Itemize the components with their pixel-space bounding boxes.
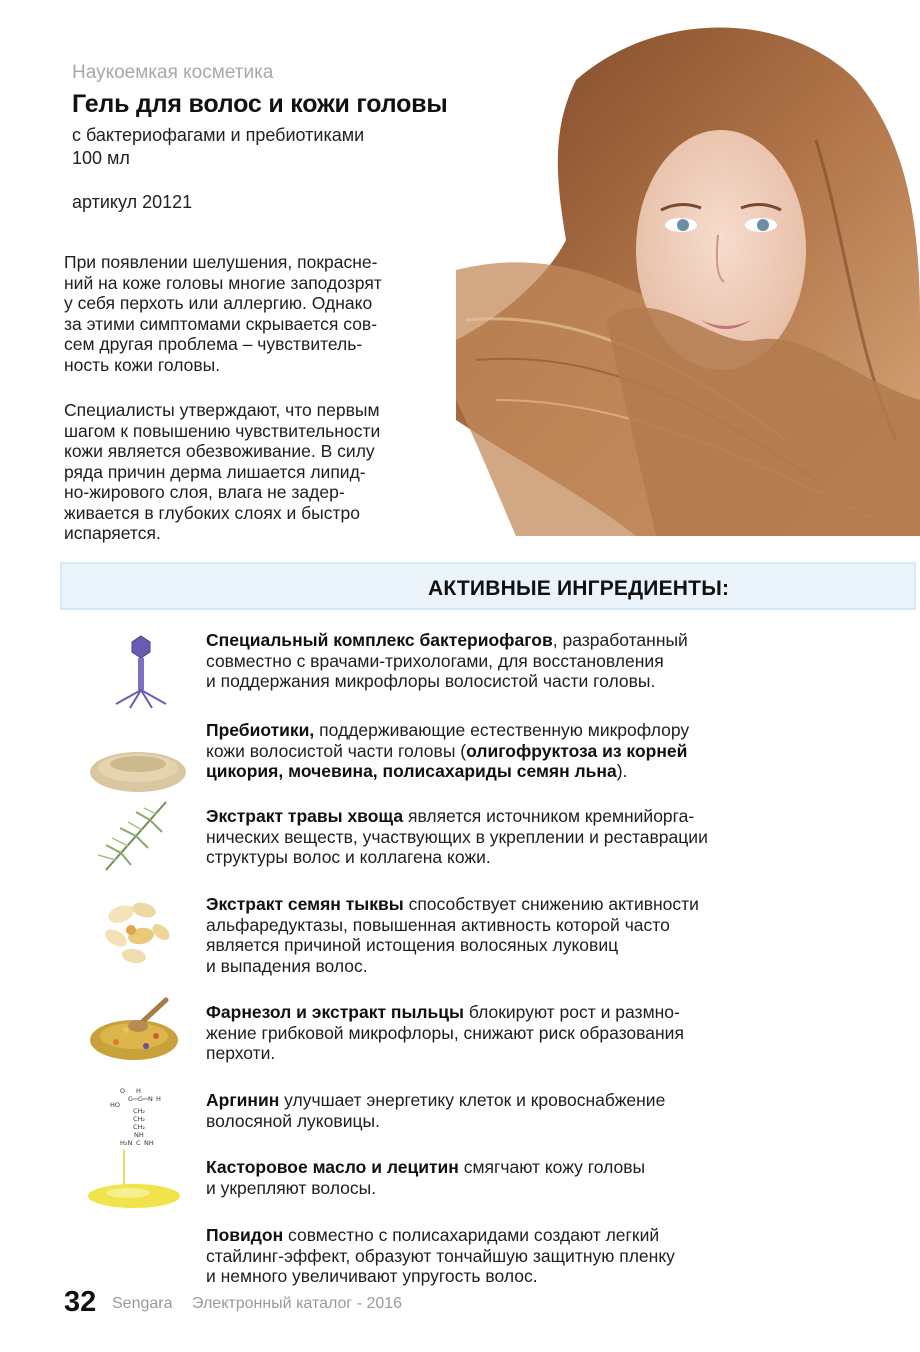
ingredient-line bbox=[206, 1111, 806, 1132]
ingredient-prebiotics bbox=[206, 720, 806, 782]
ingredient-description: и немного увеличивают упругость волос. bbox=[206, 1266, 538, 1286]
formula-atom: C bbox=[128, 1095, 133, 1103]
ingredient-line bbox=[206, 741, 806, 762]
ingredient-line bbox=[206, 1157, 806, 1178]
ingredient-description: структуры волос и коллагена кожи. bbox=[206, 847, 491, 867]
ingredient-line bbox=[206, 630, 806, 651]
ingredient-bacteriophages bbox=[206, 630, 806, 692]
text-line: шагом к повышению чувствительности bbox=[64, 420, 381, 441]
ingredient-pumpkin bbox=[206, 894, 806, 976]
formula-atom: C bbox=[136, 1139, 141, 1147]
formula-atom: H₂N bbox=[120, 1139, 133, 1147]
ingredient-line bbox=[206, 1002, 806, 1023]
ingredients-banner bbox=[60, 562, 916, 610]
ingredient-line bbox=[206, 806, 806, 827]
formula-atom: CH₂ bbox=[133, 1115, 146, 1123]
ingredient-description: является источником кремнийорга- bbox=[403, 806, 695, 826]
ingredient-castor-oil bbox=[206, 1157, 806, 1198]
ingredient-line bbox=[206, 956, 806, 977]
formula-atom: H bbox=[156, 1095, 161, 1103]
ingredient-line bbox=[206, 1225, 806, 1246]
ingredient-farnesol bbox=[206, 1002, 806, 1064]
ingredient-description: смягчают кожу головы bbox=[458, 1157, 646, 1177]
ingredient-description: и укрепляют волосы. bbox=[206, 1177, 377, 1198]
ingredient-line bbox=[206, 1178, 806, 1199]
formula-atom: HO bbox=[110, 1101, 121, 1109]
ingredient-name: Фарнезол и экстракт пыльцы bbox=[206, 1002, 464, 1022]
ingredient-description: альфаредуктазы, повышенная активность которой часто bbox=[206, 914, 670, 935]
ingredient-line bbox=[206, 1246, 806, 1267]
intro-paragraph-2 bbox=[64, 400, 444, 544]
prebiotic-powder-icon bbox=[86, 722, 196, 802]
ingredient-description: кожи волосистой части головы ( bbox=[206, 740, 467, 761]
pollen-icon bbox=[86, 990, 196, 1070]
ingredient-line bbox=[206, 1043, 806, 1064]
volume-text: 100 мл bbox=[72, 148, 130, 168]
ingredient-line bbox=[206, 651, 806, 672]
ingredient-name: олигофруктоза из корней bbox=[466, 740, 688, 761]
text-line: испаряется. bbox=[64, 523, 161, 543]
ingredient-line bbox=[206, 894, 806, 915]
ingredient-line bbox=[206, 720, 806, 741]
article-number: артикул 20121 bbox=[72, 192, 193, 212]
subtitle-text: с бактериофагами и пребиотиками bbox=[72, 125, 365, 145]
ingredient-line bbox=[206, 847, 806, 868]
model-photo bbox=[456, 20, 920, 536]
text-line: у себя перхоть или аллергию. Однако bbox=[64, 293, 373, 313]
ingredient-line bbox=[206, 827, 806, 848]
ingredient-name: Пребиотики, bbox=[206, 720, 315, 740]
ingredient-description: жение грибковой микрофлоры, снижают риск образования bbox=[206, 1022, 684, 1043]
text-line: живается в глубоких слоях и быстро bbox=[64, 502, 360, 523]
ingredient-line bbox=[206, 915, 806, 936]
ingredient-description: перхоти. bbox=[206, 1043, 276, 1063]
ingredient-arginine bbox=[206, 1090, 806, 1131]
ingredient-description: улучшает энергетику клеток и кровоснабжение bbox=[279, 1090, 666, 1110]
category-label: Наукоемкая косметика bbox=[72, 62, 274, 83]
formula-atom: CH₂ bbox=[133, 1107, 146, 1115]
formula-atom: H bbox=[136, 1087, 141, 1095]
ingredient-description: и поддержания микрофлоры волосистой части головы. bbox=[206, 671, 656, 691]
ingredient-description: и выпадения волос. bbox=[206, 955, 368, 976]
ingredient-description: способствует снижению активности bbox=[403, 894, 699, 914]
intro-paragraph-1 bbox=[64, 252, 444, 375]
text-line: кожи является обезвоживание. В силу bbox=[64, 441, 375, 461]
product-subtitle bbox=[72, 124, 364, 170]
ingredient-line bbox=[206, 935, 806, 956]
ingredient-line bbox=[206, 671, 806, 692]
ingredient-description: совместно с полисахаридами создают легкий bbox=[283, 1225, 660, 1245]
formula-atom: O bbox=[120, 1087, 126, 1095]
ingredient-name: Специальный комплекс бактериофагов bbox=[206, 630, 553, 650]
catalog-name: Электронный каталог - 2016 bbox=[192, 1295, 403, 1312]
ingredient-description: нических веществ, участвующих в укреплении и реставрации bbox=[206, 826, 708, 847]
ingredient-description: волосяной луковицы. bbox=[206, 1110, 380, 1131]
ingredient-description: ). bbox=[616, 761, 628, 781]
banner-title: АКТИВНЫЕ ИНГРЕДИЕНТЫ: bbox=[428, 577, 730, 600]
page-number: 32 bbox=[64, 1286, 97, 1318]
text-line: При появлении шелушения, покрасне- bbox=[64, 252, 378, 272]
text-line: за этими симптомами скрывается сов- bbox=[64, 313, 378, 334]
pumpkin-seeds-icon bbox=[86, 892, 196, 972]
ingredient-description: поддерживающие естественную микрофлору bbox=[314, 720, 690, 740]
ingredient-name: Экстракт травы хвоща bbox=[206, 806, 404, 826]
ingredient-name: Экстракт семян тыквы bbox=[206, 894, 404, 914]
horsetail-icon bbox=[86, 800, 196, 880]
product-title: Гель для волос и кожи головы bbox=[72, 90, 448, 118]
ingredient-line bbox=[206, 761, 806, 782]
text-line: но-жирового слоя, влага не задер- bbox=[64, 482, 345, 502]
text-line: Специалисты утверждают, что первым bbox=[64, 400, 380, 420]
ingredient-line bbox=[206, 1023, 806, 1044]
ingredient-description: блокируют рост и размно- bbox=[463, 1002, 680, 1022]
ingredient-horsetail bbox=[206, 806, 806, 868]
formula-atom: N bbox=[148, 1095, 153, 1103]
bacteriophage-icon bbox=[86, 632, 196, 712]
ingredient-name: цикория, мочевина, полисахариды семян льна bbox=[206, 761, 617, 781]
ingredient-description: совместно с врачами-трихологами, для восстановления bbox=[206, 650, 664, 671]
formula-atom: NH bbox=[144, 1139, 154, 1147]
brand-name: Sengara bbox=[112, 1295, 173, 1312]
ingredient-line bbox=[206, 1266, 806, 1287]
ingredient-name: Касторовое масло и лецитин bbox=[206, 1157, 459, 1177]
oil-drop-icon bbox=[86, 1150, 196, 1230]
ingredient-description: стайлинг-эффект, образуют тончайшую защитную пленку bbox=[206, 1245, 675, 1266]
ingredient-description: является причиной истощения волосяных луковиц bbox=[206, 935, 619, 955]
ingredient-name: Аргинин bbox=[206, 1090, 280, 1110]
ingredient-povidone bbox=[206, 1225, 806, 1287]
text-line: сем другая проблема – чувствитель- bbox=[64, 334, 363, 354]
ingredient-description: , разработанный bbox=[552, 630, 688, 650]
text-line: ний на коже головы многие заподозрят bbox=[64, 272, 382, 293]
formula-atom: CH₂ bbox=[133, 1123, 146, 1131]
text-line: ряда причин дерма лишается липид- bbox=[64, 461, 366, 482]
formula-atom: NH bbox=[134, 1131, 144, 1139]
ingredient-line bbox=[206, 1090, 806, 1111]
ingredient-name: Повидон bbox=[206, 1225, 284, 1245]
text-line: ность кожи головы. bbox=[64, 354, 221, 375]
formula-atom: C bbox=[138, 1095, 143, 1103]
